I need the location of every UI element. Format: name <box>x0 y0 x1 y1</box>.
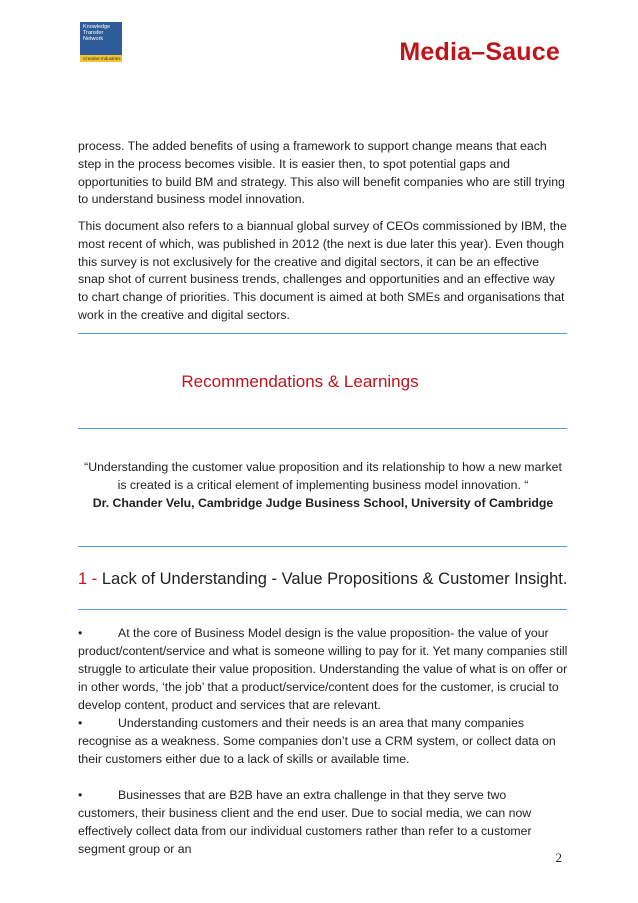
bullet-text: At the core of Business Model design is the value proposition- the value of your product/content/service and what is someone willing to pay for it. Yet many companies still struggle to articulate their value proposition. Understanding the value of what is on offer or in other words, ‘the job’ that a product/service/content does for the customer, is crucial to develop content, product and services that are relevant. <box>78 626 568 712</box>
logo-line: Knowledge <box>83 24 111 30</box>
divider <box>78 428 567 429</box>
bullet-text: Businesses that are B2B have an extra challenge in that they serve two customers, their business client and the end user. Due to social media, we can now effectively collect data from our individual customers rather than refer to a customer segment group or an <box>78 788 532 856</box>
logo-subtitle: Creative Industries <box>80 55 122 62</box>
bullet-item <box>78 714 568 768</box>
ktn-logo <box>80 22 122 62</box>
heading-number: 1 - <box>78 570 98 588</box>
bullet-text: Understanding customers and their needs is an area that many companies recognise as a weakness. Some companies don’t use a CRM system, or collect data on their customers either due to a lack of skills or available time. <box>78 716 556 766</box>
bullet-item <box>78 624 568 714</box>
divider <box>78 609 567 610</box>
quote-block <box>78 458 568 512</box>
intro-paragraph-1: process. The added benefits of using a framework to support change means that each step in the process becomes visible. It is easier then, to spot potential gaps and opportunities to build BM and strategy. This also will benefit companies who are still trying to understand business model innovation. <box>78 139 565 207</box>
brand-title: Media–Sauce <box>399 38 560 66</box>
divider <box>78 546 567 547</box>
divider <box>78 333 567 334</box>
logo-line: Transfer <box>83 30 104 36</box>
bullet-icon: • <box>78 716 83 730</box>
logo-line: Network <box>83 36 104 42</box>
logo-text <box>80 22 122 55</box>
page-number: 2 <box>555 850 562 865</box>
section-title: Recommendations & Learnings <box>181 372 419 391</box>
quote-text: “Understanding the customer value proposition and its relationship to how a new market is created is a critical element of implementing business model innovation. “ <box>84 460 562 492</box>
bullet-item <box>78 786 568 858</box>
heading-lack-of-understanding <box>78 570 567 589</box>
heading-text: Lack of Understanding - Value Propositions & Customer Insight. <box>97 570 568 588</box>
bullet-icon: • <box>78 626 83 640</box>
intro-paragraph-2: This document also refers to a biannual global survey of CEOs commissioned by IBM, the most recent of which, was published in 2012 (the next is due later this year). Even though this survey is not exclusively for the creative and digital sectors, it can be an effective snap shot of current business trends, challenges and opportunities and an effective way to chart change of priorities. This document is aimed at both SMEs and organisations that work in the creative and digital sectors. <box>78 219 567 322</box>
quote-attribution: Dr. Chander Velu, Cambridge Judge Business School, University of Cambridge <box>92 496 554 510</box>
bullet-icon: • <box>78 788 83 802</box>
